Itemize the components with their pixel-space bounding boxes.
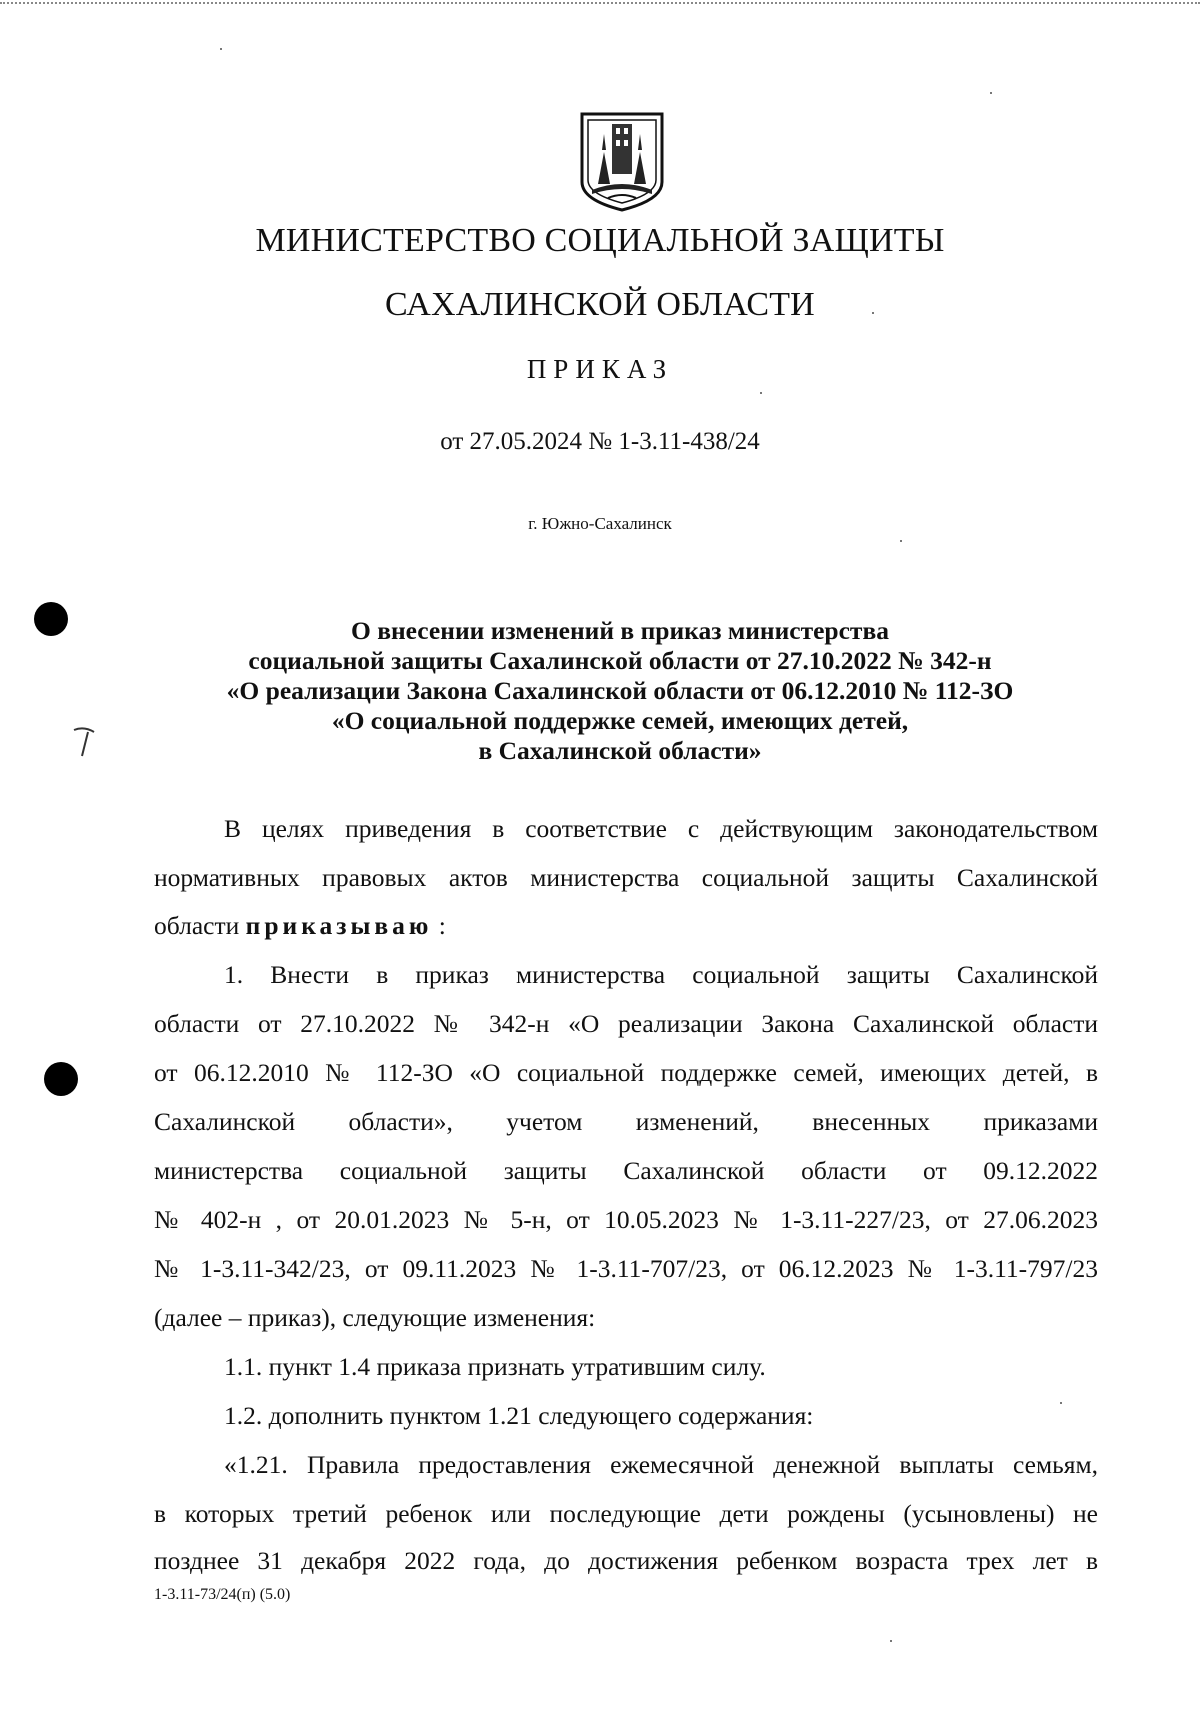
preamble-line: нормативных правовых актов министерства социальной защиты Сахалинской — [154, 863, 1098, 892]
title-line: О внесении изменений в приказ министерства — [351, 616, 889, 645]
title-line: социальной защиты Сахалинской области от 27.10.2022 № 342-н — [248, 646, 992, 675]
document-title — [150, 616, 1090, 766]
preamble-line-order — [154, 911, 1098, 941]
footer-code: 1-3.11-73/24(п) (5.0) — [154, 1586, 291, 1603]
punch-hole — [34, 602, 68, 636]
item1-2: 1.2. дополнить пунктом 1.21 следующего содержания: — [224, 1401, 814, 1430]
punch-hole — [44, 1062, 78, 1096]
scan-mark — [70, 722, 110, 764]
scan-speck — [890, 1640, 892, 1642]
title-line: «О социальной поддержке семей, имеющих детей, — [331, 706, 909, 735]
item1-line: области от 27.10.2022 № 342-н «О реализации Закона Сахалинской области — [154, 1009, 1098, 1038]
coat-of-arms-icon — [578, 112, 666, 212]
item1-line: Сахалинской области», учетом изменений, внесенных приказами — [154, 1107, 1098, 1136]
preamble-colon: : — [438, 911, 446, 940]
scan-top-border — [0, 2, 1200, 4]
item1-line: № 1-3.11-342/23, от 09.11.2023 № 1-3.11-707/23, от 06.12.2023 № 1-3.11-797/23 — [154, 1254, 1098, 1283]
item1-line: № 402-н , от 20.01.2023 № 5-н, от 10.05.2023 № 1-3.11-227/23, от 27.06.2023 — [154, 1205, 1098, 1234]
scan-speck — [872, 312, 874, 314]
title-line: в Сахалинской области» — [478, 736, 762, 765]
item1-21-line: «1.21. Правила предоставления ежемесячной денежной выплаты семьям, — [224, 1450, 1098, 1479]
order-heading: ПРИКАЗ — [526, 354, 674, 384]
scan-speck — [220, 48, 222, 50]
order-number: от 27.05.2024 № 1-3.11-438/24 — [440, 428, 760, 455]
title-line: «О реализации Закона Сахалинской области от 06.12.2010 № 112-ЗО — [226, 676, 1014, 705]
scan-speck — [760, 392, 762, 394]
scan-speck — [990, 92, 992, 94]
item1-line: министерства социальной защиты Сахалинской области от 09.12.2022 — [154, 1156, 1098, 1185]
city: г. Южно-Сахалинск — [528, 514, 672, 533]
item1-1: 1.1. пункт 1.4 приказа признать утратившим силу. — [224, 1352, 766, 1381]
item1-21-line: позднее 31 декабря 2022 года, до достижения ребенком возраста трех лет в — [154, 1546, 1098, 1575]
item1-line: 1. Внести в приказ министерства социальной защиты Сахалинской — [224, 960, 1098, 989]
order-verb: приказываю — [245, 911, 433, 940]
item1-line: от 06.12.2010 № 112-ЗО «О социальной поддержке семей, имеющих детей, в — [154, 1058, 1098, 1087]
scan-speck — [1060, 1402, 1062, 1404]
scan-speck — [900, 540, 902, 542]
item1-21-line: в которых третий ребенок или последующие дети рождены (усыновлены) не — [154, 1499, 1098, 1528]
ministry-name-line2: САХАЛИНСКОЙ ОБЛАСТИ — [385, 286, 815, 323]
preamble-start: области — [154, 911, 240, 940]
ministry-name-line1: МИНИСТЕРСТВО СОЦИАЛЬНОЙ ЗАЩИТЫ — [255, 222, 945, 259]
item1-line: (далее – приказ), следующие изменения: — [154, 1303, 596, 1332]
preamble-line: В целях приведения в соответствие с действующим законодательством — [224, 814, 1098, 843]
